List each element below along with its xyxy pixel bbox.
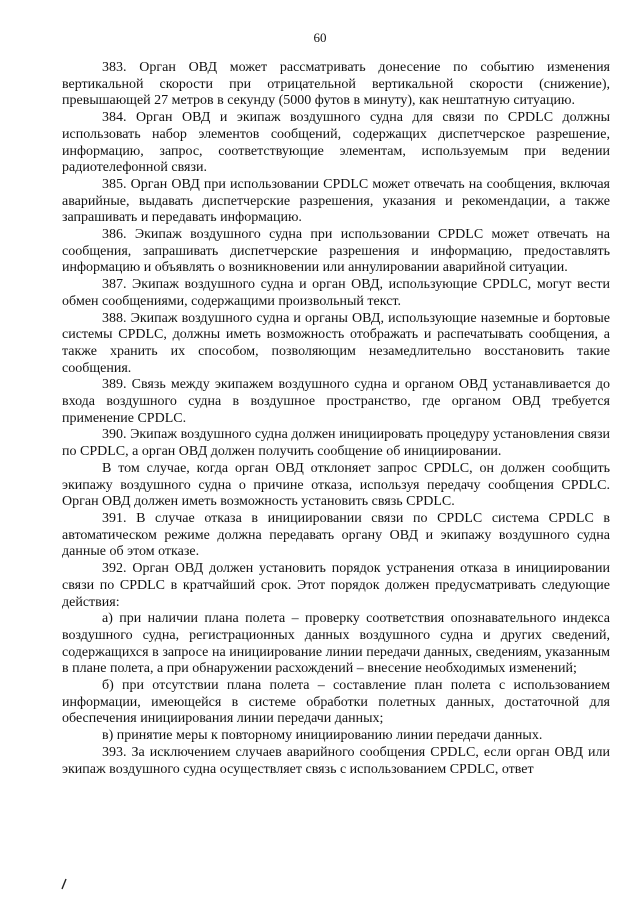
paragraph-387: 387. Экипаж воздушного судна и орган ОВД, использующие CPDLC, могут вести обмен сообщениями, содержащими произвольный текст.: [62, 277, 610, 309]
paragraph-386: 386. Экипаж воздушного судна при использовании CPDLC может отвечать на сообщения, запрашивать диспетчерские разрешения и информацию, предоставлять информацию и объявлять о возникновении или аннулировании аварийной ситуации.: [62, 227, 610, 276]
page-number: 60: [313, 30, 327, 45]
paragraph-390: 390. Экипаж воздушного судна должен инициировать процедуру установления связи по CPDLC, а орган ОВД должен получить сообщение об инициировании.: [62, 427, 610, 460]
list-item-v: в) принятие меры к повторному инициированию линии передачи данных.: [102, 728, 543, 744]
paragraph-383: 383. Орган ОВД может рассматривать донесение по событию изменения вертикальной скорости при отрицательной вертикальной скорости (снижение), превышающей 27 метров в секунду (5000 футов в минуту), как нештатную ситуацию.: [62, 60, 610, 109]
body-text: [62, 60, 610, 778]
list-item-a: а) при наличии плана полета – проверку соответствия опознавательного индекса воздушного судна, регистрационных данных воздушного судна и других сведений, содержащихся в запросе на инициирование линии передачи данных, сведениям, указанным в плане полета, а при обнаружении расхождений – внесение необходимых изменений;: [62, 611, 610, 677]
paragraph-385: 385. Орган ОВД при использовании CPDLC может отвечать на сообщения, включая аварийные, выдавать диспетчерские разрешения, указания и рекомендации, а также запрашивать и передавать информацию.: [62, 176, 610, 226]
paragraph-390-continued: В том случае, когда орган ОВД отклоняет запрос CPDLC, он должен сообщить экипажу воздушного судна о причине отказа, используя передачу сообщения CPDLC. Орган ОВД должен иметь возможность установить связь CPDLC.: [62, 460, 610, 510]
paragraph-384: 384. Орган ОВД и экипаж воздушного судна для связи по CPDLC должны использовать набор элементов сообщений, содержащих диспетчерское разрешение, информацию, запрос, соответствующие элементам, используемым при ведении радиотелефонной связи.: [62, 110, 610, 176]
paragraph-392: 392. Орган ОВД должен установить порядок устранения отказа в инициировании связи по CPDLC в кратчайший срок. Этот порядок должен предусматривать следующие действия:: [62, 561, 610, 610]
list-item-b: б) при отсутствии плана полета – составление план полета с использованием информации, имеющейся в системе обработки полетных данных, достаточной для обеспечения инициирования линии передачи данных;: [62, 678, 610, 727]
paragraph-393: 393. За исключением случаев аварийного сообщения CPDLC, если орган ОВД или экипаж воздушного судна осуществляет связь с использованием CPDLC, ответ: [62, 744, 610, 777]
pen-mark: [60, 878, 68, 890]
paragraph-389: 389. Связь между экипажем воздушного судна и органом ОВД устанавливается до входа воздушного судна в воздушное пространство, где органом ОВД требуется применение CPDLC.: [62, 377, 610, 426]
paragraph-388: 388. Экипаж воздушного судна и органы ОВД, использующие наземные и бортовые системы CPDLC, должны иметь возможность отображать и распечатывать сообщения, а также хранить их способом, позволяющим незамедлительно восстановить такие сообщения.: [62, 310, 610, 376]
paragraph-391: 391. В случае отказа в инициировании связи по CPDLC система CPDLC в автоматическом режиме должна передавать органу ОВД и экипажу воздушного судна данные об этом отказе.: [62, 510, 610, 560]
